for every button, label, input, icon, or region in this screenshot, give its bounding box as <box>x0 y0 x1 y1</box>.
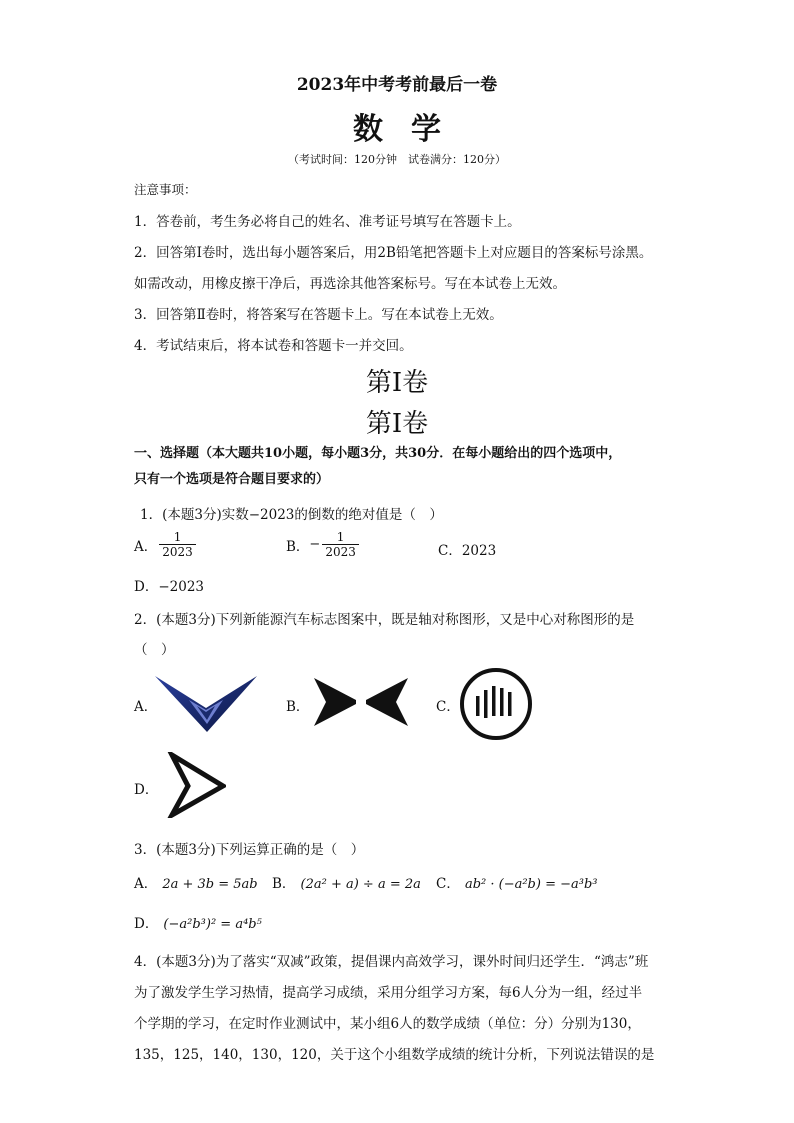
q1-option-c: C．2023 <box>438 543 497 559</box>
q3-option-d-expr: (−a²b³)² = a⁴b⁵ <box>163 917 262 932</box>
q1-b-denominator: 2023 <box>322 544 359 559</box>
logo-x-bowtie-icon <box>312 676 410 728</box>
q3-option-c-label: C． <box>436 876 460 892</box>
q1-option-b-fraction <box>322 530 359 559</box>
q1-option-b-sign: − <box>309 537 321 552</box>
q3-option-c-expr: ab² · (−a²b) = −a³b³ <box>464 877 598 892</box>
q4-stem-line-1: 4．(本题3分)为了落实“双减”政策，提倡课内高效学习，课外时间归还学生．“鸿志”班 <box>134 954 649 970</box>
q2-stem: 2．(本题3分)下列新能源汽车标志图案中，既是轴对称图形，又是中心对称图形的是 <box>134 612 635 628</box>
notice-item-2-cont: 如需改动，用橡皮擦干净后，再选涂其他答案标号。写在本试卷上无效。 <box>134 276 566 292</box>
q3-option-a <box>134 872 258 892</box>
q1-b-numerator: 1 <box>336 530 345 544</box>
q1-option-a <box>134 530 198 559</box>
subject-title: 数学 <box>353 112 469 147</box>
q3-option-b-expr: (2a² + a) ÷ a = 2a <box>300 877 421 892</box>
section-title: 第Ⅰ卷 <box>365 368 429 398</box>
q3-option-d-label: D． <box>134 916 159 932</box>
notice-item-4: 4．考试结束后，将本试卷和答题卡一并交回。 <box>134 338 413 354</box>
q1-option-a-fraction <box>159 530 196 559</box>
logo-v-arrow-icon <box>155 674 257 734</box>
q1-a-denominator: 2023 <box>159 544 196 559</box>
notice-item-2: 2．回答第Ⅰ卷时，选出每小题答案后，用2B铅笔把答题卡上对应题目的答案标号涂黑。 <box>134 245 653 261</box>
q3-option-b-label: B． <box>272 876 296 892</box>
q4-stem-line-3: 个学期的学习，在定时作业测试中，某小组6人的数学成绩（单位：分）分别为130， <box>134 1016 641 1032</box>
q1-a-numerator: 1 <box>173 530 182 544</box>
logo-circle-bars-icon <box>458 666 534 742</box>
q1-option-a-label: A． <box>134 538 158 555</box>
q3-option-a-label: A． <box>134 876 158 892</box>
q1-stem: 1．(本题3分)实数−2023的倒数的绝对值是（ ） <box>140 507 443 523</box>
logo-paper-plane-icon <box>166 752 226 818</box>
q4-stem-line-4: 135，125，140，130，120，关于这个小组数学成绩的统计分析，下列说法错误的是 <box>134 1047 655 1063</box>
exam-title: 2023年中考考前最后一卷 <box>296 75 498 95</box>
q3-option-c <box>436 872 597 892</box>
notice-item-1: 1．答卷前，考生务必将自己的姓名、准考证号填写在答题卡上。 <box>134 214 521 230</box>
q4-stem-line-2: 为了激发学生学习热情，提高学习成绩，采用分组学习方案，每6人分为一组，经过半 <box>134 985 643 1001</box>
q2-option-a-label: A． <box>134 699 158 715</box>
q3-option-d <box>134 912 262 932</box>
q2-option-d-label: D． <box>134 782 159 798</box>
exam-info: （考试时间：120分钟 试卷满分：120分） <box>288 153 506 166</box>
q1-option-b-label: B． <box>286 538 310 555</box>
section-title-repeat: 第Ⅰ卷 <box>365 409 429 439</box>
q2-option-c-label: C． <box>436 699 460 715</box>
q3-option-b <box>272 872 421 892</box>
q3-option-a-expr: 2a + 3b = 5ab <box>162 877 258 892</box>
q3-stem: 3．(本题3分)下列运算正确的是（ ） <box>134 842 365 858</box>
q1-option-b <box>286 530 361 559</box>
part-heading-line-2: 只有一个选项是符合题目要求的） <box>134 472 330 487</box>
notice-heading: 注意事项： <box>134 182 197 197</box>
part-heading-line-1: 一、选择题（本大题共10小题，每小题3分，共30分．在每小题给出的四个选项中， <box>134 446 622 461</box>
q2-option-b-label: B． <box>286 699 310 715</box>
notice-item-3: 3．回答第Ⅱ卷时，将答案写在答题卡上。写在本试卷上无效。 <box>134 307 503 323</box>
q2-answer-paren: （ ） <box>134 642 175 658</box>
q1-option-d: D．−2023 <box>134 579 204 595</box>
